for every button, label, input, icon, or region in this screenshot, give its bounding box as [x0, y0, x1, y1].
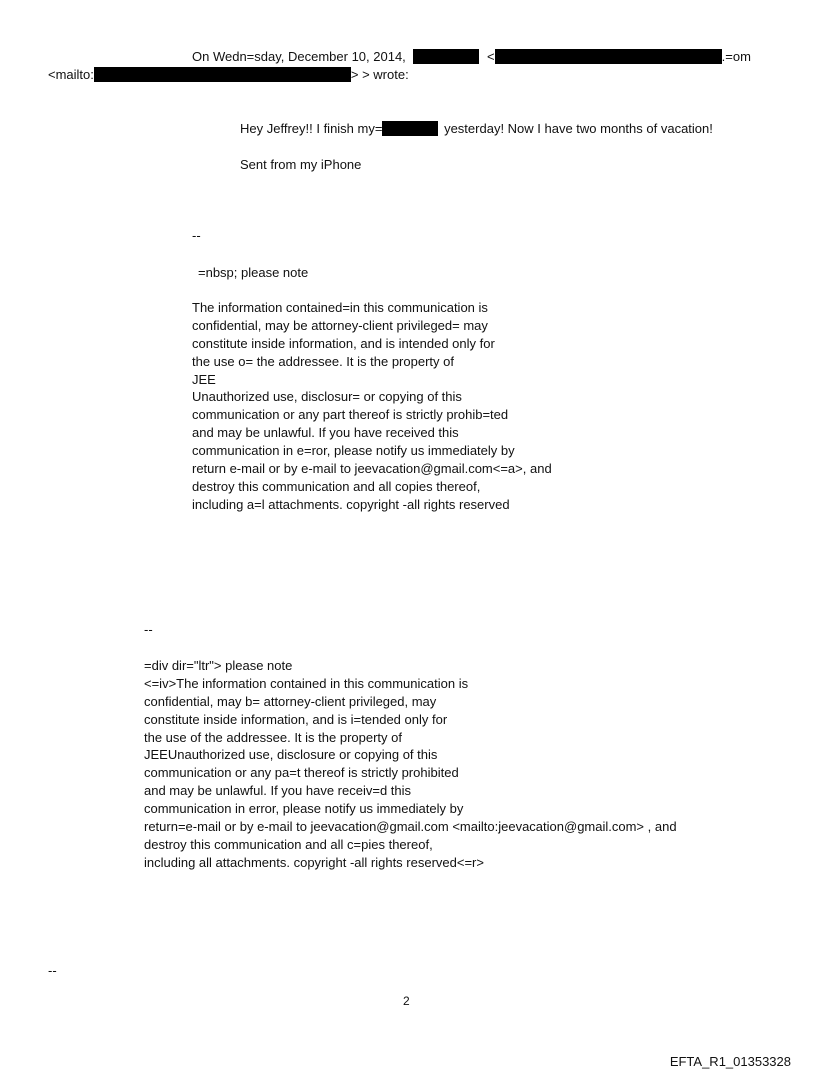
message-text-prefix: Hey Jeffrey!! I finish my=	[240, 121, 383, 136]
header-line-2	[48, 66, 409, 84]
redaction-box	[495, 49, 722, 64]
header-angle-bracket: <	[487, 49, 495, 64]
header-date-text: On Wedn=sday, December 10, 2014,	[192, 49, 406, 64]
notice-line: The information contained=in this communication is	[192, 300, 488, 315]
notice-heading: =nbsp; please note	[198, 265, 309, 280]
notice-line: constitute inside information, and is i=tended only for	[144, 711, 448, 727]
notice-line: communication in e=ror, please notify us immediately by	[192, 443, 515, 459]
notice-line: confidential, may b= attorney-client privileged, may	[144, 693, 437, 709]
notice-line: communication or any part thereof is strictly prohib=ted	[192, 407, 509, 423]
page-number: 2	[403, 994, 410, 1008]
redaction-box	[94, 67, 351, 82]
notice-line: and may be unlawful. If you have receiv=d this	[144, 783, 412, 799]
notice-line: including all attachments. copyright -all rights reserved<=r>	[144, 854, 484, 870]
message-text-suffix: yesterday! Now I have two months of vacation!	[444, 121, 713, 136]
notice-line: return e-mail or by e-mail to jeevacation@gmail.com<=a>, and	[192, 461, 552, 477]
notice-line: destroy this communication and all c=pies thereof,	[144, 836, 433, 852]
notice-line: return=e-mail or by e-mail to jeevacation@gmail.com <mailto:jeevacation@gmail.com> , and	[144, 819, 677, 835]
notice-line: JEEUnauthorized use, disclosure or copying of this	[144, 747, 438, 763]
header-line-1	[192, 48, 751, 66]
notice-line: <=iv>The information contained in this communication is	[144, 675, 469, 691]
message-line	[240, 120, 713, 138]
confidentiality-notice-1	[192, 299, 552, 514]
notice-line: Unauthorized use, disclosur= or copying of this	[192, 389, 462, 405]
redaction-box	[382, 121, 438, 136]
document-id: EFTA_R1_01353328	[669, 1054, 791, 1069]
notice-line: =div dir="ltr"> please note	[144, 658, 293, 673]
notice-line: confidential, may be attorney-client privileged= may	[192, 317, 488, 333]
confidentiality-notice-2	[144, 657, 677, 872]
separator: --	[144, 622, 153, 637]
notice-line: and may be unlawful. If you have received this	[192, 425, 459, 441]
notice-line: JEE	[192, 371, 216, 387]
separator: --	[48, 963, 57, 978]
notice-line: the use of the addressee. It is the property of	[144, 729, 402, 745]
notice-line: communication or any pa=t thereof is strictly prohibited	[144, 765, 459, 781]
redaction-box	[413, 49, 479, 64]
message-signature: Sent from my iPhone	[240, 157, 362, 172]
notice-line: communication in error, please notify us immediately by	[144, 801, 464, 817]
notice-line: constitute inside information, and is intended only for	[192, 335, 495, 351]
header-mailto-text: <mailto:	[48, 67, 94, 82]
header-domain-suffix: .=om	[721, 49, 751, 64]
header-wrote-text: > > wrote:	[350, 67, 409, 82]
separator: --	[192, 228, 201, 243]
notice-line: the use o= the addressee. It is the property of	[192, 353, 454, 369]
notice-line: including a=l attachments. copyright -all rights reserved	[192, 496, 510, 512]
notice-line: destroy this communication and all copies thereof,	[192, 478, 481, 494]
